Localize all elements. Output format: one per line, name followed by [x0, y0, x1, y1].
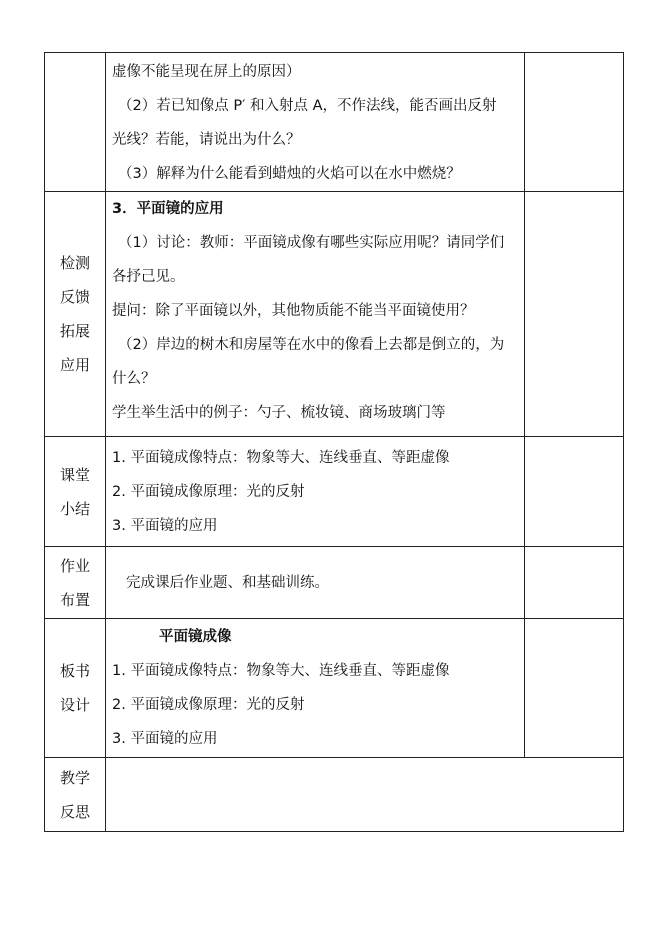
content-line: 各抒己见。: [112, 269, 185, 285]
row-continued-label: [45, 53, 106, 192]
row-reflection-content: [106, 758, 624, 832]
label-line: 作业: [59, 556, 90, 575]
row-homework: [45, 547, 624, 619]
content-line: 学生举生活中的例子：勺子、梳妆镜、商场玻璃门等: [112, 405, 446, 421]
row-reflection-label: [45, 758, 106, 832]
content-line: 虚像不能呈现在屏上的原因）: [112, 64, 301, 80]
row-board: [45, 619, 624, 758]
label-line: 教学: [59, 768, 90, 787]
label-line: 课堂: [59, 465, 90, 484]
content-line: 提问：除了平面镜以外，其他物质能不能当平面镜使用？: [112, 303, 475, 319]
row-board-label: [45, 619, 106, 758]
row-homework-content: [106, 547, 525, 619]
row-reflection: [45, 758, 624, 832]
board-title: 平面镜成像: [159, 629, 232, 645]
label-line: 应用: [59, 356, 90, 374]
label-line: 布置: [59, 590, 90, 609]
label-line: 反馈: [59, 288, 90, 306]
content-line: （3）解释为什么能看到蜡烛的火焰可以在水中燃烧？: [118, 166, 461, 182]
row-extension: [45, 192, 624, 437]
homework-text: 完成课后作业题、和基础训练。: [126, 574, 329, 591]
row-continued-content: [106, 53, 525, 192]
label-line: 检测: [59, 254, 90, 272]
lesson-plan-table: [44, 52, 624, 832]
row-board-content: [106, 619, 525, 758]
row-continued-notes: [525, 53, 624, 192]
summary-point: 1. 平面镜成像特点：物象等大、连线垂直、等距虚像: [112, 449, 450, 466]
content-line: 光线？若能，请说出为什么？: [112, 132, 301, 148]
row-homework-label: [45, 547, 106, 619]
row-summary-content: [106, 437, 525, 547]
row-extension-content: [106, 192, 525, 437]
board-point: 3. 平面镜的应用: [112, 731, 218, 747]
row-extension-notes: [525, 192, 624, 437]
content-line: （2）若已知像点 P′ 和入射点 A，不作法线，能否画出反射: [118, 98, 497, 114]
summary-point: 2. 平面镜成像原理：光的反射: [112, 483, 305, 500]
row-continued: [45, 53, 624, 192]
summary-point: 3. 平面镜的应用: [112, 517, 218, 534]
row-board-notes: [525, 619, 624, 758]
section-heading: 3．平面镜的应用: [112, 201, 224, 217]
content-line: 什么？: [112, 371, 156, 387]
label-line: 板书: [59, 662, 90, 680]
row-summary: [45, 437, 624, 547]
row-extension-label: [45, 192, 106, 437]
content-line: （2）岸边的树木和房屋等在水中的像看上去都是倒立的，为: [118, 337, 505, 353]
label-line: 反思: [59, 802, 90, 821]
label-line: 设计: [59, 696, 90, 714]
row-homework-notes: [525, 547, 624, 619]
row-summary-notes: [525, 437, 624, 547]
board-point: 1. 平面镜成像特点：物象等大、连线垂直、等距虚像: [112, 663, 450, 679]
content-line: （1）讨论：教师：平面镜成像有哪些实际应用呢？请同学们: [118, 235, 505, 251]
label-line: 小结: [59, 499, 90, 518]
board-point: 2. 平面镜成像原理：光的反射: [112, 697, 305, 713]
row-summary-label: [45, 437, 106, 547]
label-line: 拓展: [59, 322, 90, 340]
